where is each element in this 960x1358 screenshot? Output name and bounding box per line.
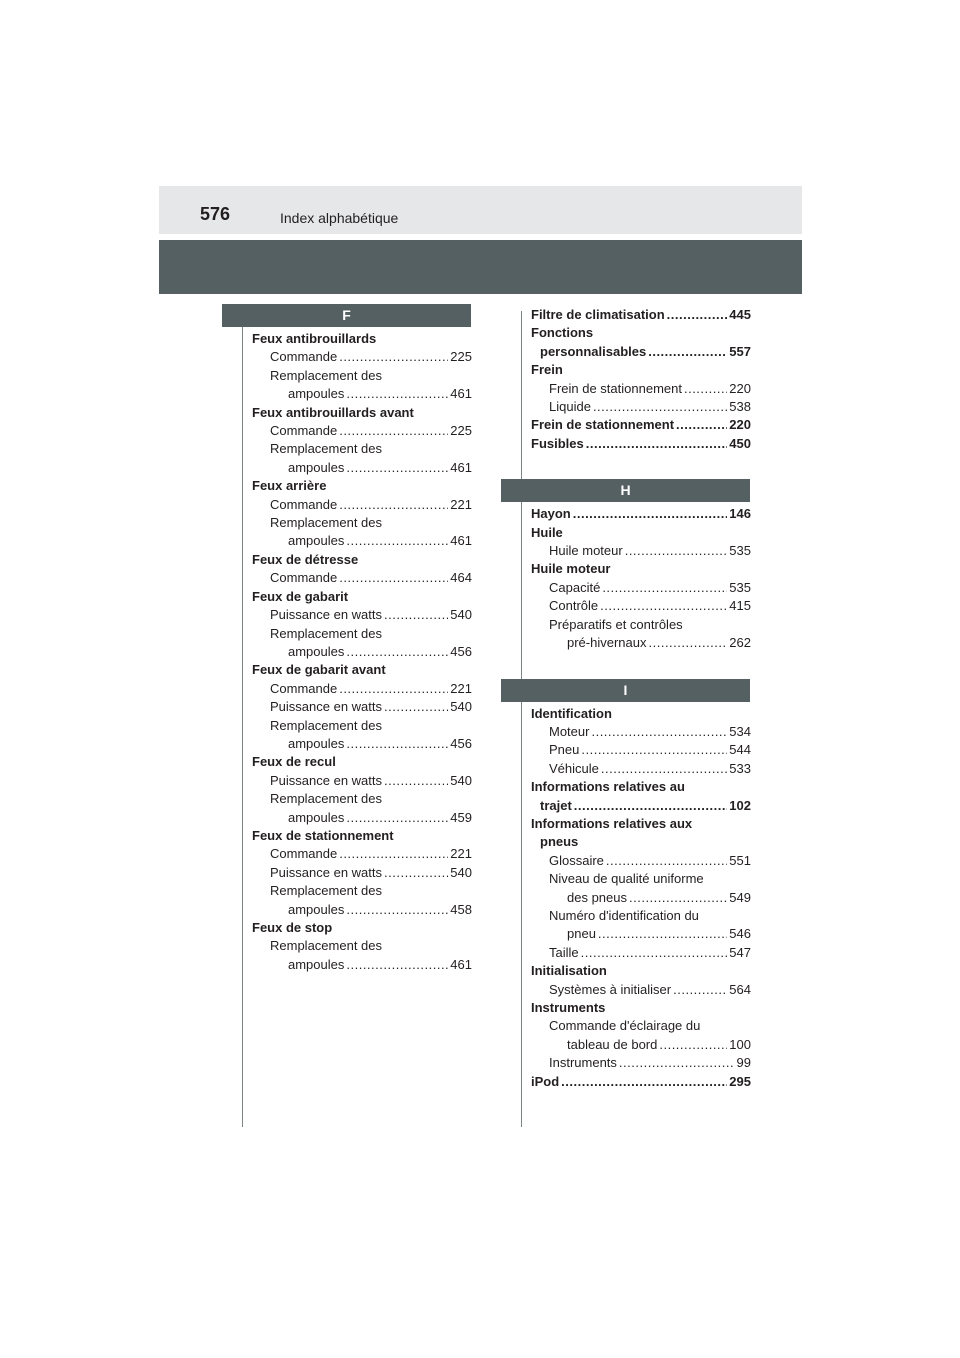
entry-label: ampoules [288, 643, 345, 659]
leader-dots [673, 981, 727, 999]
entry-page-number: 564 [729, 981, 751, 997]
entry-page-number: 535 [729, 543, 751, 559]
index-entry [531, 778, 751, 796]
index-entry [252, 440, 472, 458]
index-entry [531, 435, 751, 453]
entry-label: Feux de détresse [252, 551, 359, 567]
entry-label: ampoules [288, 809, 345, 825]
entry-label: Niveau de qualité uniforme [549, 871, 704, 887]
index-entry [531, 907, 751, 925]
leader-dots [593, 398, 727, 416]
leader-dots [339, 422, 448, 440]
entry-label: Initialisation [531, 963, 607, 979]
index-entry [252, 790, 472, 808]
entry-label: Remplacement des [270, 717, 382, 733]
leader-dots [561, 1073, 727, 1091]
page-number: 576 [200, 204, 231, 224]
header-band [159, 186, 802, 234]
index-entry [252, 937, 472, 955]
index-entry [531, 797, 751, 815]
entry-page-number: 538 [729, 399, 751, 415]
entry-page-number: 557 [729, 343, 751, 359]
index-entry [531, 1017, 751, 1035]
entry-label: Commande [270, 423, 338, 439]
index-entry [252, 882, 472, 900]
entry-page-number: 547 [729, 944, 751, 960]
entry-label: Feux arrière [252, 478, 327, 494]
leader-dots [339, 680, 448, 698]
entry-label: personnalisables [540, 343, 647, 359]
entry-label: Puissance en watts [270, 864, 383, 880]
entry-label: Remplacement des [270, 625, 382, 641]
entry-label: Préparatifs et contrôles [549, 616, 683, 632]
section-header-h: H [501, 479, 750, 502]
leader-dots [384, 864, 448, 882]
entry-label: Remplacement des [270, 367, 382, 383]
leader-dots [619, 1054, 735, 1072]
entry-page-number: 540 [450, 864, 472, 880]
entry-label: Feux de recul [252, 754, 336, 770]
entry-page-number: 540 [450, 699, 472, 715]
entry-label: ampoules [288, 735, 345, 751]
entry-label: Remplacement des [270, 883, 382, 899]
entry-label: Hayon [531, 506, 571, 522]
index-entry [252, 569, 472, 587]
leader-dots [625, 542, 728, 560]
entry-label: Huile moteur [549, 543, 623, 559]
index-entry [252, 514, 472, 532]
page-title: Index alphabétique [280, 210, 399, 226]
leader-dots [600, 597, 727, 615]
entry-label: Feux antibrouillards avant [252, 404, 414, 420]
index-entry [531, 944, 751, 962]
index-entry [252, 551, 472, 569]
leader-dots [602, 579, 727, 597]
entry-label: Puissance en watts [270, 699, 383, 715]
index-entry [531, 1054, 751, 1072]
index-entry [531, 398, 751, 416]
entry-label: Huile [531, 524, 563, 540]
leader-dots [346, 956, 448, 974]
entry-label: ampoules [288, 386, 345, 402]
entry-label: Numéro d'identification du [549, 907, 699, 923]
index-entry [531, 999, 751, 1017]
entry-label: Frein de stationnement [531, 417, 675, 433]
entry-label: Feux de stop [252, 920, 333, 935]
entry-label: Remplacement des [270, 441, 382, 457]
entry-page-number: 221 [450, 680, 472, 696]
entry-page-number: 220 [729, 380, 751, 396]
index-entry [531, 542, 751, 560]
index-entry [531, 1036, 751, 1054]
index-entry [252, 532, 472, 550]
entry-label: Systèmes à initialiser [549, 981, 672, 997]
leader-dots [649, 634, 728, 652]
index-entry [252, 606, 472, 624]
entry-page-number: 551 [729, 852, 751, 868]
leader-dots [346, 532, 448, 550]
entry-page-number: 146 [729, 506, 751, 522]
entry-label: Fusibles [531, 435, 584, 451]
index-entry [252, 404, 472, 422]
index-entry [531, 852, 751, 870]
entry-page-number: 461 [450, 459, 472, 475]
entry-page-number: 549 [729, 889, 751, 905]
entry-label: pneus [540, 834, 579, 850]
index-entry [531, 815, 751, 833]
index-entry [252, 956, 472, 974]
entry-label: Frein [531, 362, 563, 378]
index-entry [252, 385, 472, 403]
leader-dots [676, 416, 727, 434]
entry-page-number: 546 [729, 926, 751, 942]
entry-label: Feux de stationnement [252, 827, 394, 843]
index-entry [531, 962, 751, 980]
index-entry [531, 343, 751, 361]
entry-page-number: 445 [729, 307, 751, 322]
index-entry [252, 753, 472, 771]
entry-page-number: 544 [729, 742, 751, 758]
entry-label: trajet [540, 797, 572, 813]
index-entry [531, 416, 751, 434]
entry-label: Feux antibrouillards [252, 331, 377, 346]
index-entry [531, 380, 751, 398]
entry-label: Véhicule [549, 760, 599, 776]
index-entry [252, 625, 472, 643]
index-entry [531, 616, 751, 634]
entry-label: Informations relatives aux [531, 815, 693, 831]
leader-dots [648, 343, 727, 361]
entry-label: Commande [270, 496, 338, 512]
entry-label: ampoules [288, 901, 345, 917]
leader-dots [667, 306, 728, 324]
index-entry [531, 833, 751, 851]
index-entry [531, 889, 751, 907]
index-column-left [252, 304, 472, 974]
leader-dots [659, 1036, 727, 1054]
leader-dots [339, 496, 448, 514]
entry-page-number: 459 [450, 809, 472, 825]
entry-label: Remplacement des [270, 791, 382, 807]
entry-label: Capacité [549, 579, 601, 595]
entry-page-number: 450 [729, 435, 751, 451]
index-entry [252, 588, 472, 606]
index-entry [252, 919, 472, 937]
entry-label: des pneus [567, 889, 627, 905]
leader-dots [384, 698, 448, 716]
leader-dots [346, 385, 448, 403]
index-entry [252, 827, 472, 845]
leader-dots [598, 925, 727, 943]
index-entry [531, 505, 751, 523]
entry-page-number: 540 [450, 607, 472, 623]
entry-label: Commande [270, 846, 338, 862]
entry-page-number: 461 [450, 956, 472, 972]
entry-label: pneu [567, 926, 596, 942]
entry-label: Feux de gabarit [252, 588, 349, 604]
entry-label: Instruments [549, 1055, 617, 1071]
leader-dots [384, 606, 448, 624]
index-column-right [531, 304, 751, 1091]
entry-label: ampoules [288, 956, 345, 972]
index-entry [252, 735, 472, 753]
entry-page-number: 415 [729, 598, 751, 614]
leader-dots [574, 797, 728, 815]
entry-page-number: 534 [729, 723, 751, 739]
index-entry [252, 864, 472, 882]
index-entry [531, 560, 751, 578]
index-entry [531, 705, 751, 723]
index-entry [531, 634, 751, 652]
leader-dots [581, 944, 728, 962]
index-entry [252, 661, 472, 679]
entry-label: Remplacement des [270, 938, 382, 954]
leader-dots [591, 723, 727, 741]
entry-page-number: 100 [729, 1036, 751, 1052]
entry-label: Puissance en watts [270, 772, 383, 788]
leader-dots [339, 569, 448, 587]
leader-dots [346, 735, 448, 753]
entry-label: Commande [270, 349, 338, 365]
entry-label: Commande d'éclairage du [549, 1018, 701, 1034]
index-entry [252, 367, 472, 385]
entry-page-number: 225 [450, 349, 472, 365]
index-entry [252, 680, 472, 698]
entry-page-number: 99 [736, 1055, 751, 1071]
entry-label: Moteur [549, 723, 590, 739]
entry-label: Liquide [549, 399, 591, 415]
entry-label: Puissance en watts [270, 607, 383, 623]
leader-dots [346, 643, 448, 661]
leader-dots [684, 380, 727, 398]
entry-label: iPod [531, 1073, 560, 1089]
entry-page-number: 535 [729, 579, 751, 595]
index-entry [531, 760, 751, 778]
index-entry [252, 845, 472, 863]
entry-page-number: 456 [450, 643, 472, 659]
index-entry [252, 901, 472, 919]
entry-label: Feux de gabarit avant [252, 662, 386, 678]
entry-page-number: 262 [729, 635, 751, 651]
entry-page-number: 533 [729, 760, 751, 776]
entry-label: Identification [531, 705, 612, 721]
leader-dots [586, 435, 728, 453]
entry-page-number: 225 [450, 423, 472, 439]
entry-page-number: 540 [450, 772, 472, 788]
index-entry [252, 348, 472, 366]
entry-label: ampoules [288, 533, 345, 549]
index-entry [531, 579, 751, 597]
leader-dots [601, 760, 727, 778]
index-entry [531, 741, 751, 759]
index-entry [531, 1073, 751, 1091]
entry-label: Frein de stationnement [549, 380, 682, 396]
index-entry [252, 459, 472, 477]
entry-page-number: 461 [450, 533, 472, 549]
entry-page-number: 220 [729, 417, 751, 433]
entry-label: Instruments [531, 1000, 606, 1015]
entry-label: Huile moteur [531, 561, 611, 577]
leader-dots [346, 459, 448, 477]
index-entry [531, 524, 751, 542]
index-entry [531, 597, 751, 615]
index-entry [252, 330, 472, 348]
leader-dots [339, 845, 448, 863]
index-entry [252, 809, 472, 827]
entry-label: ampoules [288, 459, 345, 475]
index-entry [531, 723, 751, 741]
entry-label: Informations relatives au [531, 779, 685, 795]
leader-dots [629, 889, 727, 907]
entry-page-number: 102 [729, 797, 751, 813]
index-entry [252, 717, 472, 735]
entry-page-number: 458 [450, 901, 472, 917]
index-entry [252, 496, 472, 514]
entry-page-number: 295 [729, 1073, 751, 1089]
entry-page-number: 221 [450, 496, 472, 512]
leader-dots [346, 809, 448, 827]
leader-dots [573, 505, 728, 523]
entry-label: Taille [549, 944, 579, 960]
index-entry [252, 772, 472, 790]
index-entry [531, 870, 751, 888]
index-entry [531, 324, 751, 342]
section-header-f: F [222, 304, 471, 327]
leader-dots [581, 741, 727, 759]
entry-label: Commande [270, 570, 338, 586]
entry-page-number: 461 [450, 386, 472, 402]
leader-dots [384, 772, 448, 790]
index-entry [531, 306, 751, 324]
index-entry [531, 361, 751, 379]
entry-label: Fonctions [531, 325, 594, 341]
index-entry [531, 981, 751, 999]
index-entry [252, 698, 472, 716]
left-column-rule [242, 311, 243, 1127]
entry-label: Pneu [549, 742, 580, 758]
header-dark-band [159, 240, 802, 294]
leader-dots [606, 852, 727, 870]
leader-dots [339, 348, 448, 366]
entry-page-number: 456 [450, 735, 472, 751]
index-entry [252, 643, 472, 661]
index-entry [252, 477, 472, 495]
entry-label: Remplacement des [270, 515, 382, 531]
index-entry [252, 422, 472, 440]
index-entry [531, 925, 751, 943]
entry-label: Filtre de climatisation [531, 307, 665, 322]
entry-label: tableau de bord [567, 1036, 658, 1052]
right-column-rule [521, 311, 522, 1127]
entry-page-number: 464 [450, 570, 472, 586]
entry-page-number: 221 [450, 846, 472, 862]
section-header-i: I [501, 679, 750, 702]
entry-label: pré-hivernaux [567, 635, 647, 651]
leader-dots [346, 901, 448, 919]
entry-label: Contrôle [549, 598, 599, 614]
entry-label: Commande [270, 680, 338, 696]
entry-label: Glossaire [549, 852, 604, 868]
